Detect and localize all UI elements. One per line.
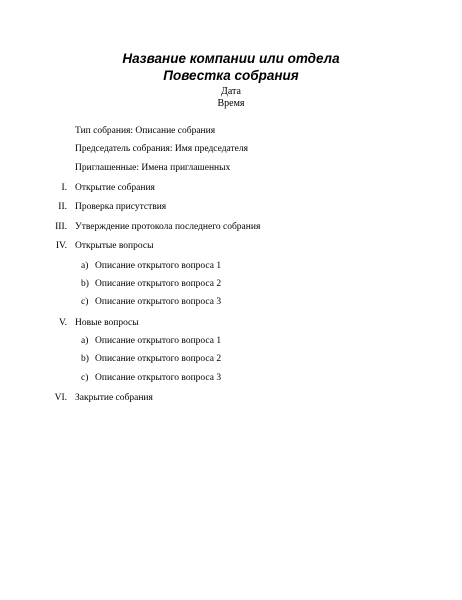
sub-item-number: a) [81, 336, 89, 346]
sub-item-number: b) [81, 354, 89, 364]
sub-item-text: Описание открытого вопроса 1 [95, 261, 222, 271]
sub-item-number: c) [81, 297, 89, 307]
agenda-item-text: Открытые вопросы [75, 241, 154, 251]
agenda-item-number: IV. [55, 241, 67, 251]
agenda-item-text: Новые вопросы [75, 318, 139, 328]
sub-item-text: Описание открытого вопроса 1 [95, 336, 222, 346]
agenda-item-text: Закрытие собрания [75, 393, 153, 403]
sub-item-number: b) [81, 279, 89, 289]
invited-line: Приглашенные: Имена приглашенных [75, 163, 231, 173]
sub-item-text: Описание открытого вопроса 2 [95, 279, 222, 289]
agenda-title: Повестка собрания [163, 68, 299, 83]
chair-line: Председатель собрания: Имя председателя [75, 144, 248, 154]
agenda-item-number: VI. [54, 393, 67, 403]
company-title: Название компании или отдела [122, 51, 340, 66]
date-line: Дата [221, 86, 241, 97]
agenda-item-number: V. [58, 318, 67, 328]
time-line: Время [217, 98, 245, 109]
sub-item-text: Описание открытого вопроса 2 [95, 354, 222, 364]
agenda-item-number: III. [55, 222, 67, 232]
sub-item-text: Описание открытого вопроса 3 [95, 373, 222, 383]
sub-item-number: c) [81, 373, 89, 383]
agenda-item-number: II. [58, 202, 67, 212]
agenda-item-number: I. [61, 183, 67, 193]
agenda-item-text: Открытие собрания [75, 183, 155, 193]
agenda-item-text: Проверка присутствия [75, 202, 167, 212]
sub-item-text: Описание открытого вопроса 3 [95, 297, 222, 307]
sub-item-number: a) [81, 261, 89, 271]
meeting-type-line: Тип собрания: Описание собрания [75, 126, 216, 136]
agenda-item-text: Утверждение протокола последнего собрания [75, 222, 261, 232]
